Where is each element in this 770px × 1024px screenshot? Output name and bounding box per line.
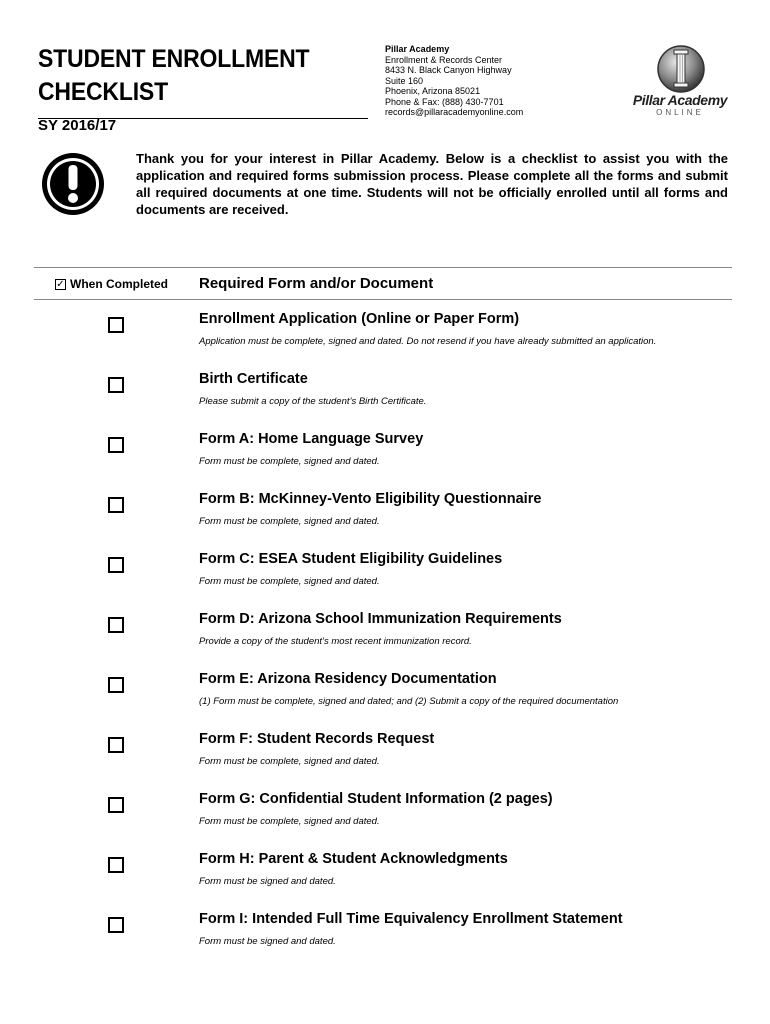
checklist-item xyxy=(0,551,770,611)
item-title: Birth Certificate xyxy=(199,371,308,387)
checklist-item xyxy=(0,311,770,371)
item-note: Form must be complete, signed and dated. xyxy=(199,756,380,767)
page-title-line-2: CHECKLIST xyxy=(38,78,168,106)
item-checkbox[interactable] xyxy=(108,437,124,453)
col-header-when-completed xyxy=(55,277,168,291)
school-year: SY 2016/17 xyxy=(38,117,117,134)
item-checkbox[interactable] xyxy=(108,497,124,513)
checklist-item xyxy=(0,851,770,911)
checklist-item xyxy=(0,671,770,731)
contact-address xyxy=(385,44,523,118)
item-checkbox[interactable] xyxy=(108,617,124,633)
col-header-required-document: Required Form and/or Document xyxy=(199,275,434,292)
item-note: (1) Form must be complete, signed and dated; and (2) Submit a copy of the required documentation xyxy=(199,696,619,707)
item-title: Form C: ESEA Student Eligibility Guidelines xyxy=(199,551,503,567)
address-line: 8433 N. Black Canyon Highway xyxy=(385,65,512,75)
item-note: Form must be complete, signed and dated. xyxy=(199,456,380,467)
checklist-item xyxy=(0,791,770,851)
checklist-item xyxy=(0,731,770,791)
item-note: Form must be signed and dated. xyxy=(199,876,336,887)
item-note: Provide a copy of the student’s most recent immunization record. xyxy=(199,636,472,647)
checklist-item xyxy=(0,911,770,971)
checklist-item xyxy=(0,491,770,551)
table-top-rule xyxy=(34,267,732,268)
item-title: Form G: Confidential Student Information (2 pages) xyxy=(199,791,553,807)
address-org: Pillar Academy xyxy=(385,44,450,54)
address-line: Enrollment & Records Center xyxy=(385,54,503,65)
item-checkbox[interactable] xyxy=(108,917,124,933)
item-title: Form D: Arizona School Immunization Requirements xyxy=(199,611,562,627)
pillar-logo-icon xyxy=(624,40,736,96)
item-checkbox[interactable] xyxy=(108,557,124,573)
col-header-check-label: When Completed xyxy=(70,277,168,291)
title-divider xyxy=(38,118,368,119)
address-line: Suite 160 xyxy=(385,75,424,86)
address-email: records@pillaracademyonline.com xyxy=(385,107,524,117)
item-note: Form must be complete, signed and dated. xyxy=(199,816,380,827)
address-phone: Phone & Fax: (888) 430-7701 xyxy=(385,96,504,107)
item-note: Application must be complete, signed and dated. Do not resend if you have already submitted an application. xyxy=(199,336,657,347)
item-title: Enrollment Application (Online or Paper Form) xyxy=(199,311,520,327)
checklist-item xyxy=(0,371,770,431)
logo-subtitle: ONLINE xyxy=(656,108,704,117)
checklist-item xyxy=(0,431,770,491)
item-checkbox[interactable] xyxy=(108,677,124,693)
item-title: Form H: Parent & Student Acknowledgments xyxy=(199,851,508,867)
item-title: Form I: Intended Full Time Equivalency Enrollment Statement xyxy=(199,911,623,927)
item-checkbox[interactable] xyxy=(108,857,124,873)
item-title: Form B: McKinney-Vento Eligibility Questionnaire xyxy=(199,491,542,507)
address-line: Phoenix, Arizona 85021 xyxy=(385,86,481,96)
item-note: Form must be complete, signed and dated. xyxy=(199,516,380,527)
item-checkbox[interactable] xyxy=(108,737,124,753)
item-checkbox[interactable] xyxy=(108,377,124,393)
item-note: Form must be signed and dated. xyxy=(199,936,336,947)
page-title-line-1: STUDENT ENROLLMENT xyxy=(38,45,310,73)
item-title: Form A: Home Language Survey xyxy=(199,431,424,447)
item-checkbox[interactable] xyxy=(108,317,124,333)
intro-text: Thank you for your interest in Pillar Academy. Below is a checklist to assist you with the application and required forms submission process. Please complete all the forms and submit all required documents at one time. Students will not be officially enrolled until all forms and documents are received. xyxy=(136,151,728,217)
logo-name: Pillar Academy xyxy=(632,92,728,108)
checkmark-icon: ✓ xyxy=(56,278,65,290)
item-note: Please submit a copy of the student’s Birth Certificate. xyxy=(199,396,427,407)
item-checkbox[interactable] xyxy=(108,797,124,813)
item-note: Form must be complete, signed and dated. xyxy=(199,576,380,587)
pillar-academy-logo xyxy=(624,40,736,122)
title-block xyxy=(38,44,370,135)
table-header-rule xyxy=(34,299,732,300)
exclamation-icon xyxy=(41,152,105,216)
item-title: Form E: Arizona Residency Documentation xyxy=(199,671,497,687)
item-title: Form F: Student Records Request xyxy=(199,731,435,747)
checklist-item xyxy=(0,611,770,671)
